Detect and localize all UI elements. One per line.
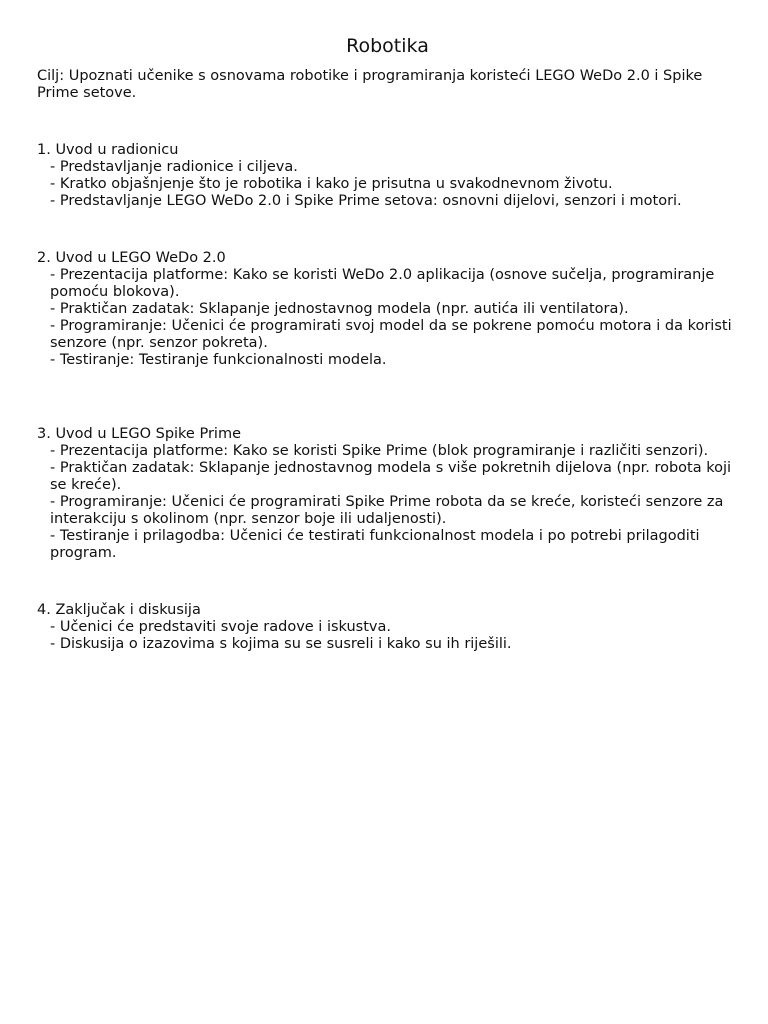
list-item: - Predstavljanje radionice i ciljeva. [50,159,298,175]
section-heading: 3. Uvod u LEGO Spike Prime [37,426,241,442]
section-heading: 1. Uvod u radionicu [37,142,179,158]
list-item: - Prezentacija platforme: Kako se koristi Spike Prime (blok programiranje i različiti senzori). [50,443,709,459]
goal-paragraph: Cilj: Upoznati učenike s osnovama robotike i programiranja koristeći LEGO WeDo 2.0 i Spike Prime setove. [37,68,703,101]
list-item: - Programiranje: Učenici će programirati svoj model da se pokrene pomoću motora i da koristi senzore (npr. senzor pokreta). [50,318,737,351]
list-item: - Diskusija o izazovima s kojima su se susreli i kako su ih riješili. [50,636,512,652]
list-item: - Praktičan zadatak: Sklapanje jednostavnog modela (npr. autića ili ventilatora). [50,301,629,317]
spacer [37,210,738,250]
list-item: - Praktičan zadatak: Sklapanje jednostavnog modela s više pokretnih dijelova (npr. robota koji se kreće). [50,460,736,493]
list-item: - Kratko objašnjenje što je robotika i kako je prisutna u svakodnevnom životu. [50,176,613,192]
document-title: Robotika [346,35,429,57]
list-item: - Učenici će predstaviti svoje radove i iskustva. [50,619,391,635]
section-wedo [37,250,738,369]
section-heading: 2. Uvod u LEGO WeDo 2.0 [37,250,226,266]
spacer [37,562,738,602]
section-heading: 4. Zaključak i diskusija [37,602,201,618]
list-item: - Prezentacija platforme: Kako se koristi WeDo 2.0 aplikacija (osnove sučelja, programiranje pomoću blokova). [50,267,719,300]
list-item: - Programiranje: Učenici će programirati Spike Prime robota da se kreće, koristeći senzore za interakciju s okolinom (npr. senzor boje ili udaljenosti). [50,494,729,527]
spacer [37,369,738,426]
list-item: - Testiranje: Testiranje funkcionalnosti modela. [50,352,387,368]
section-uvod-radionica [37,142,738,210]
section-spike-prime [37,426,738,562]
spacer [37,102,738,142]
section-zakljucak [37,602,738,653]
list-item: - Testiranje i prilagodba: Učenici će testirati funkcionalnost modela i po potrebi prilagoditi program. [50,528,705,561]
list-item: - Predstavljanje LEGO WeDo 2.0 i Spike Prime setova: osnovni dijelovi, senzori i motori. [50,193,682,209]
